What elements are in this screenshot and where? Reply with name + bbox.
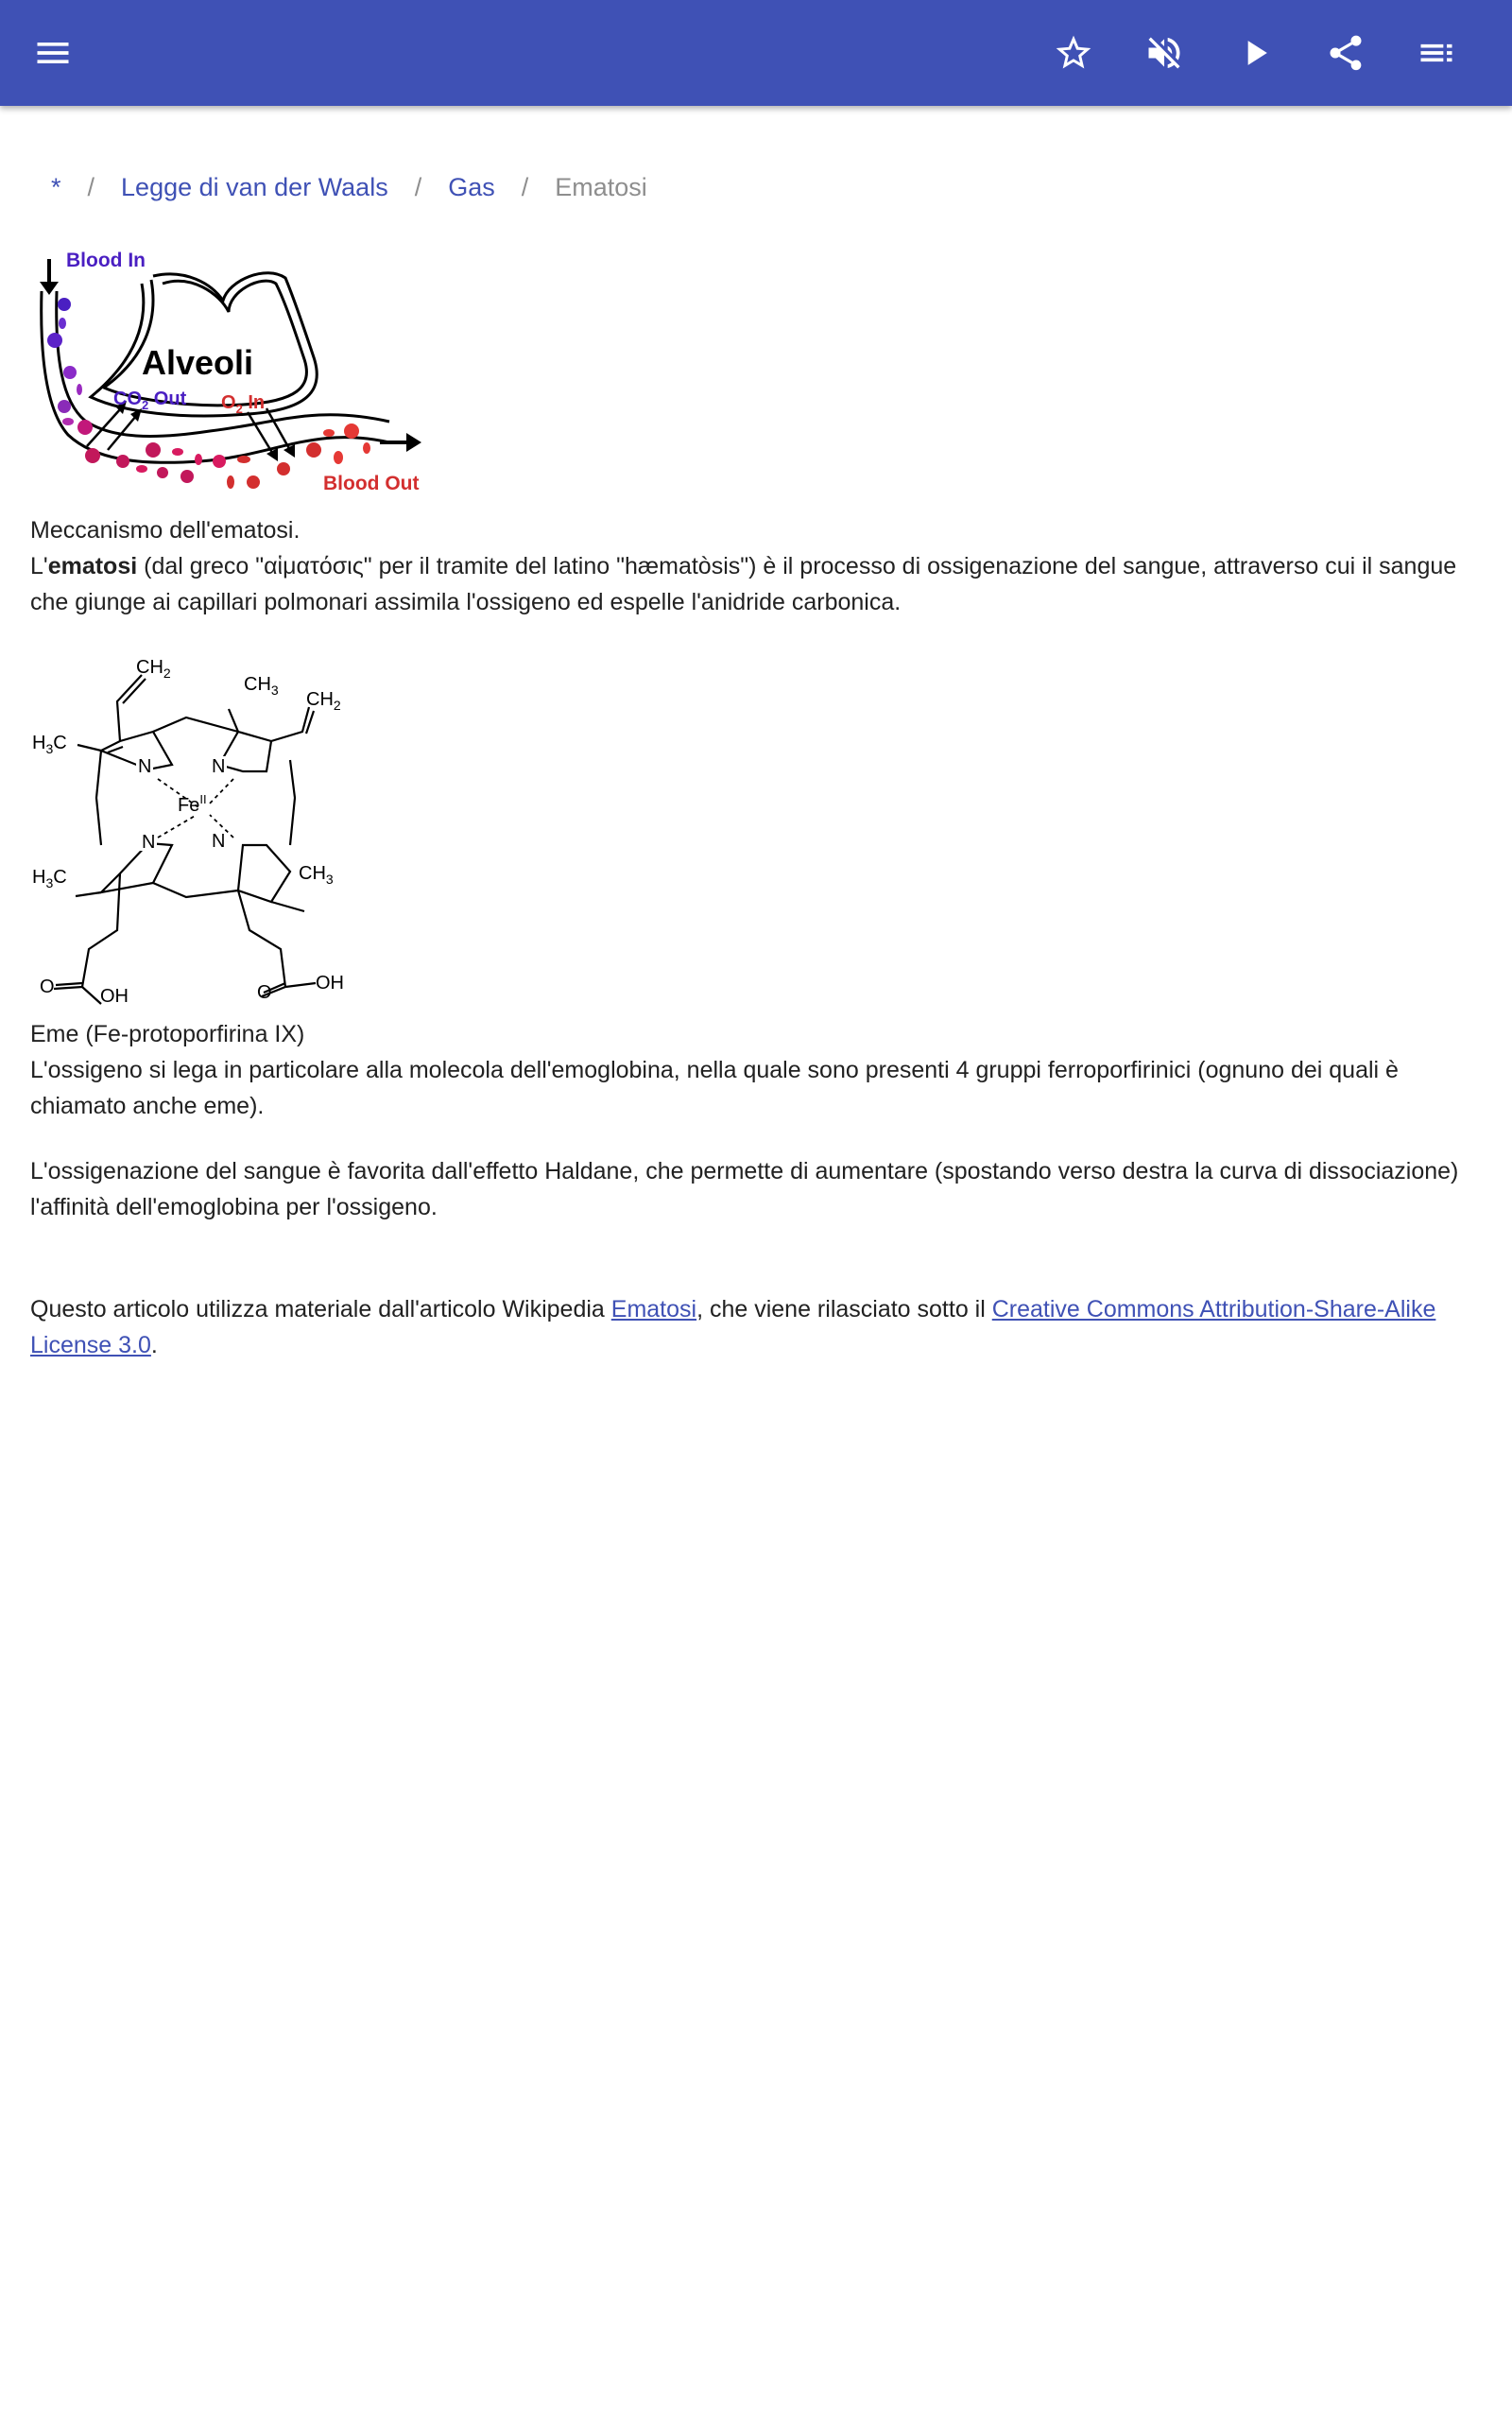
paragraph-haldane: L'ossigenazione del sangue è favorita dall'effetto Haldane, che permette di aumentare (spostando verso destra la curva di dissociazione) l'affinità dell'emoglobina per l'ossigeno. (30, 1158, 1459, 1220)
ch3-top-label: $CH_3$ (244, 674, 279, 698)
nitrogen-label: N (142, 832, 156, 853)
breadcrumb-separator: / (414, 172, 422, 201)
h3c-upper-label: $H_3C$ (32, 733, 67, 756)
license-link[interactable]: Creative Commons Attribution-Share-Alike License 3.0 (30, 1296, 1436, 1358)
license-notice: Questo articolo utilizza materiale dall'articolo Wikipedia Ematosi, che viene rilasciato sotto il Creative Commons Attribution-Share-Alike License 3.0. (30, 1296, 1436, 1358)
hydroxyl-label: OH (316, 973, 344, 994)
alveoli-diagram (30, 246, 437, 501)
menu-icon (32, 32, 74, 74)
co2-out-label: $CO_2$ Out (113, 389, 187, 412)
o2-in-label: $O_2$ In (221, 392, 266, 416)
hydroxyl-label: OH (100, 986, 129, 1006)
paragraph-hemoglobin: L'ossigeno si lega in particolare alla molecola dell'emoglobina, nella quale sono presenti 4 gruppi ferroporfirinici (ognuno dei quali è chiamato anche eme). (30, 1057, 1399, 1119)
star-outline-icon (1053, 32, 1094, 74)
term-ematosi: ematosi (47, 553, 138, 579)
breadcrumb-current: Ematosi (555, 172, 647, 201)
breadcrumb-separator: / (521, 172, 529, 201)
ch2-top-label: $CH_2$ (136, 657, 171, 681)
nitrogen-label: N (138, 756, 152, 777)
ch2-right-label: $CH_2$ (306, 689, 341, 713)
blood-out-label: Blood Out (323, 473, 420, 494)
playlist-icon (1416, 32, 1457, 74)
oxygen-label: O (257, 982, 272, 1003)
share-icon (1325, 32, 1366, 74)
contents-button[interactable] (1406, 23, 1467, 83)
heme-structure-diagram (30, 647, 361, 1006)
play-icon (1234, 32, 1276, 74)
breadcrumb-separator: / (87, 172, 95, 201)
breadcrumb-item-van-der-waals[interactable]: Legge di van der Waals (121, 172, 388, 201)
oxygen-label: O (40, 977, 55, 997)
wikipedia-article-link[interactable]: Ematosi (610, 1296, 697, 1322)
alveoli-label: Alveoli (142, 343, 254, 382)
nitrogen-label: N (212, 756, 226, 777)
fe-label: $Fe^{II}$ (178, 792, 207, 816)
breadcrumb-item-gas[interactable]: Gas (448, 172, 495, 201)
play-button[interactable] (1225, 23, 1285, 83)
ch3-right-label: $CH_3$ (299, 863, 334, 887)
nitrogen-label: N (212, 831, 226, 852)
breadcrumb (51, 168, 647, 206)
figure-caption-heme: Eme (Fe-protoporfirina IX) (30, 1021, 305, 1047)
bookmark-button[interactable] (1043, 23, 1104, 83)
h3c-lower-label: $H_3C$ (32, 867, 67, 890)
volume-off-icon (1143, 32, 1185, 74)
breadcrumb-item-root[interactable]: * (51, 172, 61, 201)
app-bar (0, 0, 1512, 106)
menu-button[interactable] (23, 23, 83, 83)
share-button[interactable] (1315, 23, 1376, 83)
mute-button[interactable] (1134, 23, 1194, 83)
intro-paragraph: L'ematosi (dal greco "αἱματόσις" per il tramite del latino "hæmatòsis") è il processo di ossigenazione del sangue, attraverso cui il sangue che giunge ai capillari polmonari assimila l'ossigeno ed espelle l'anidride carbonica. (30, 553, 1457, 615)
figure-caption-alveoli: Meccanismo dell'ematosi. (30, 517, 301, 544)
blood-in-label: Blood In (66, 250, 146, 271)
